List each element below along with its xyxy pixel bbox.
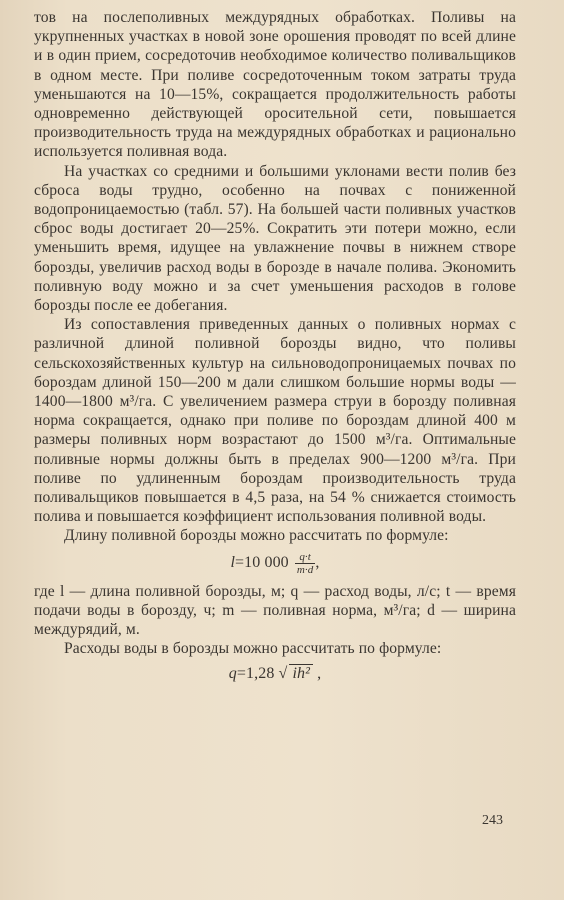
formula-eq: =10 000: [235, 553, 289, 571]
page-number: 243: [482, 813, 503, 828]
formula2-eq: =1,28: [236, 664, 275, 682]
formula2-tail: ,: [317, 664, 322, 682]
formula-legend: где l — длина поливной борозды, м; q — расход воды, л/с; t — время подачи воды в борозду, ч; m — поливная норма, м³/га; d — ширина междурядий, м.: [34, 582, 516, 639]
sqrt-icon: √: [278, 664, 288, 682]
formula-lhs: l: [230, 553, 236, 571]
formula-numerator: q·t: [295, 551, 316, 564]
paragraph-2: На участках со средними и большими уклонами вести полив без сброса воды трудно, особенно на почвах с пониженной водопроницаемостью (табл. 57). На большей части поливных участков сброс воды достигает 20—25%. Сократить эти потери можно, если уменьшить время, идущее на увлажнение почвы в нижнем створе борозды, увеличив расход воды в борозде в начале полива. Экономить поливную воду можно и за счет уменьшения расходов в голове борозды после ее добегания.: [34, 162, 516, 315]
formula-furrow-length: [34, 551, 516, 576]
formula-denominator: m·d: [296, 563, 314, 576]
paragraph-1: тов на послеполивных междурядных обработках. Поливы на укрупненных участках в новой зоне орошения проводят по всей длине и в один прием, сосредоточив необходимое количество поливальщиков в одном месте. При поливе сосредоточенным током затраты труда уменьшаются на 10—15%, сокращается продолжительность работы одновременно действующей оросительной сети, повышается производительность труда на междурядных обработках и рационально используется поливная вода.: [34, 9, 516, 161]
paragraph-4: Длину поливной борозды можно рассчитать по формуле:: [64, 527, 449, 545]
page-body: [34, 8, 516, 689]
formula-tail: ,: [315, 553, 320, 571]
formula-fraction: [295, 551, 316, 576]
paragraph-5: Расходы воды в борозды можно рассчитать по формуле:: [64, 640, 442, 658]
formula-water-flow: [34, 664, 516, 683]
formula2-radicand: ih²: [289, 664, 313, 682]
paragraph-3: Из сопоставления приведенных данных о поливных нормах с различной длиной поливной борозды видно, что поливы сельскохозяйственных культур на сильноводопроницаемых почвах по бороздам длиной 150—200 м дали слишком большие нормы воды — 1400—1800 м³/га. С увеличением размера струи в борозду поливная норма сокращается, однако при поливе по бороздам длиной 400 м размеры поливных норм возрастают до 1500 м³/га. Оптимальные поливные нормы должны быть в пределах 900—1200 м³/га. При поливе по удлиненным бороздам производительность труда поливальщиков повышается в 4,5 раза, на 54 % снижается стоимость полива и повышается коэффициент использования поливной воды.: [34, 316, 516, 526]
formula2-lhs: q: [228, 664, 237, 682]
